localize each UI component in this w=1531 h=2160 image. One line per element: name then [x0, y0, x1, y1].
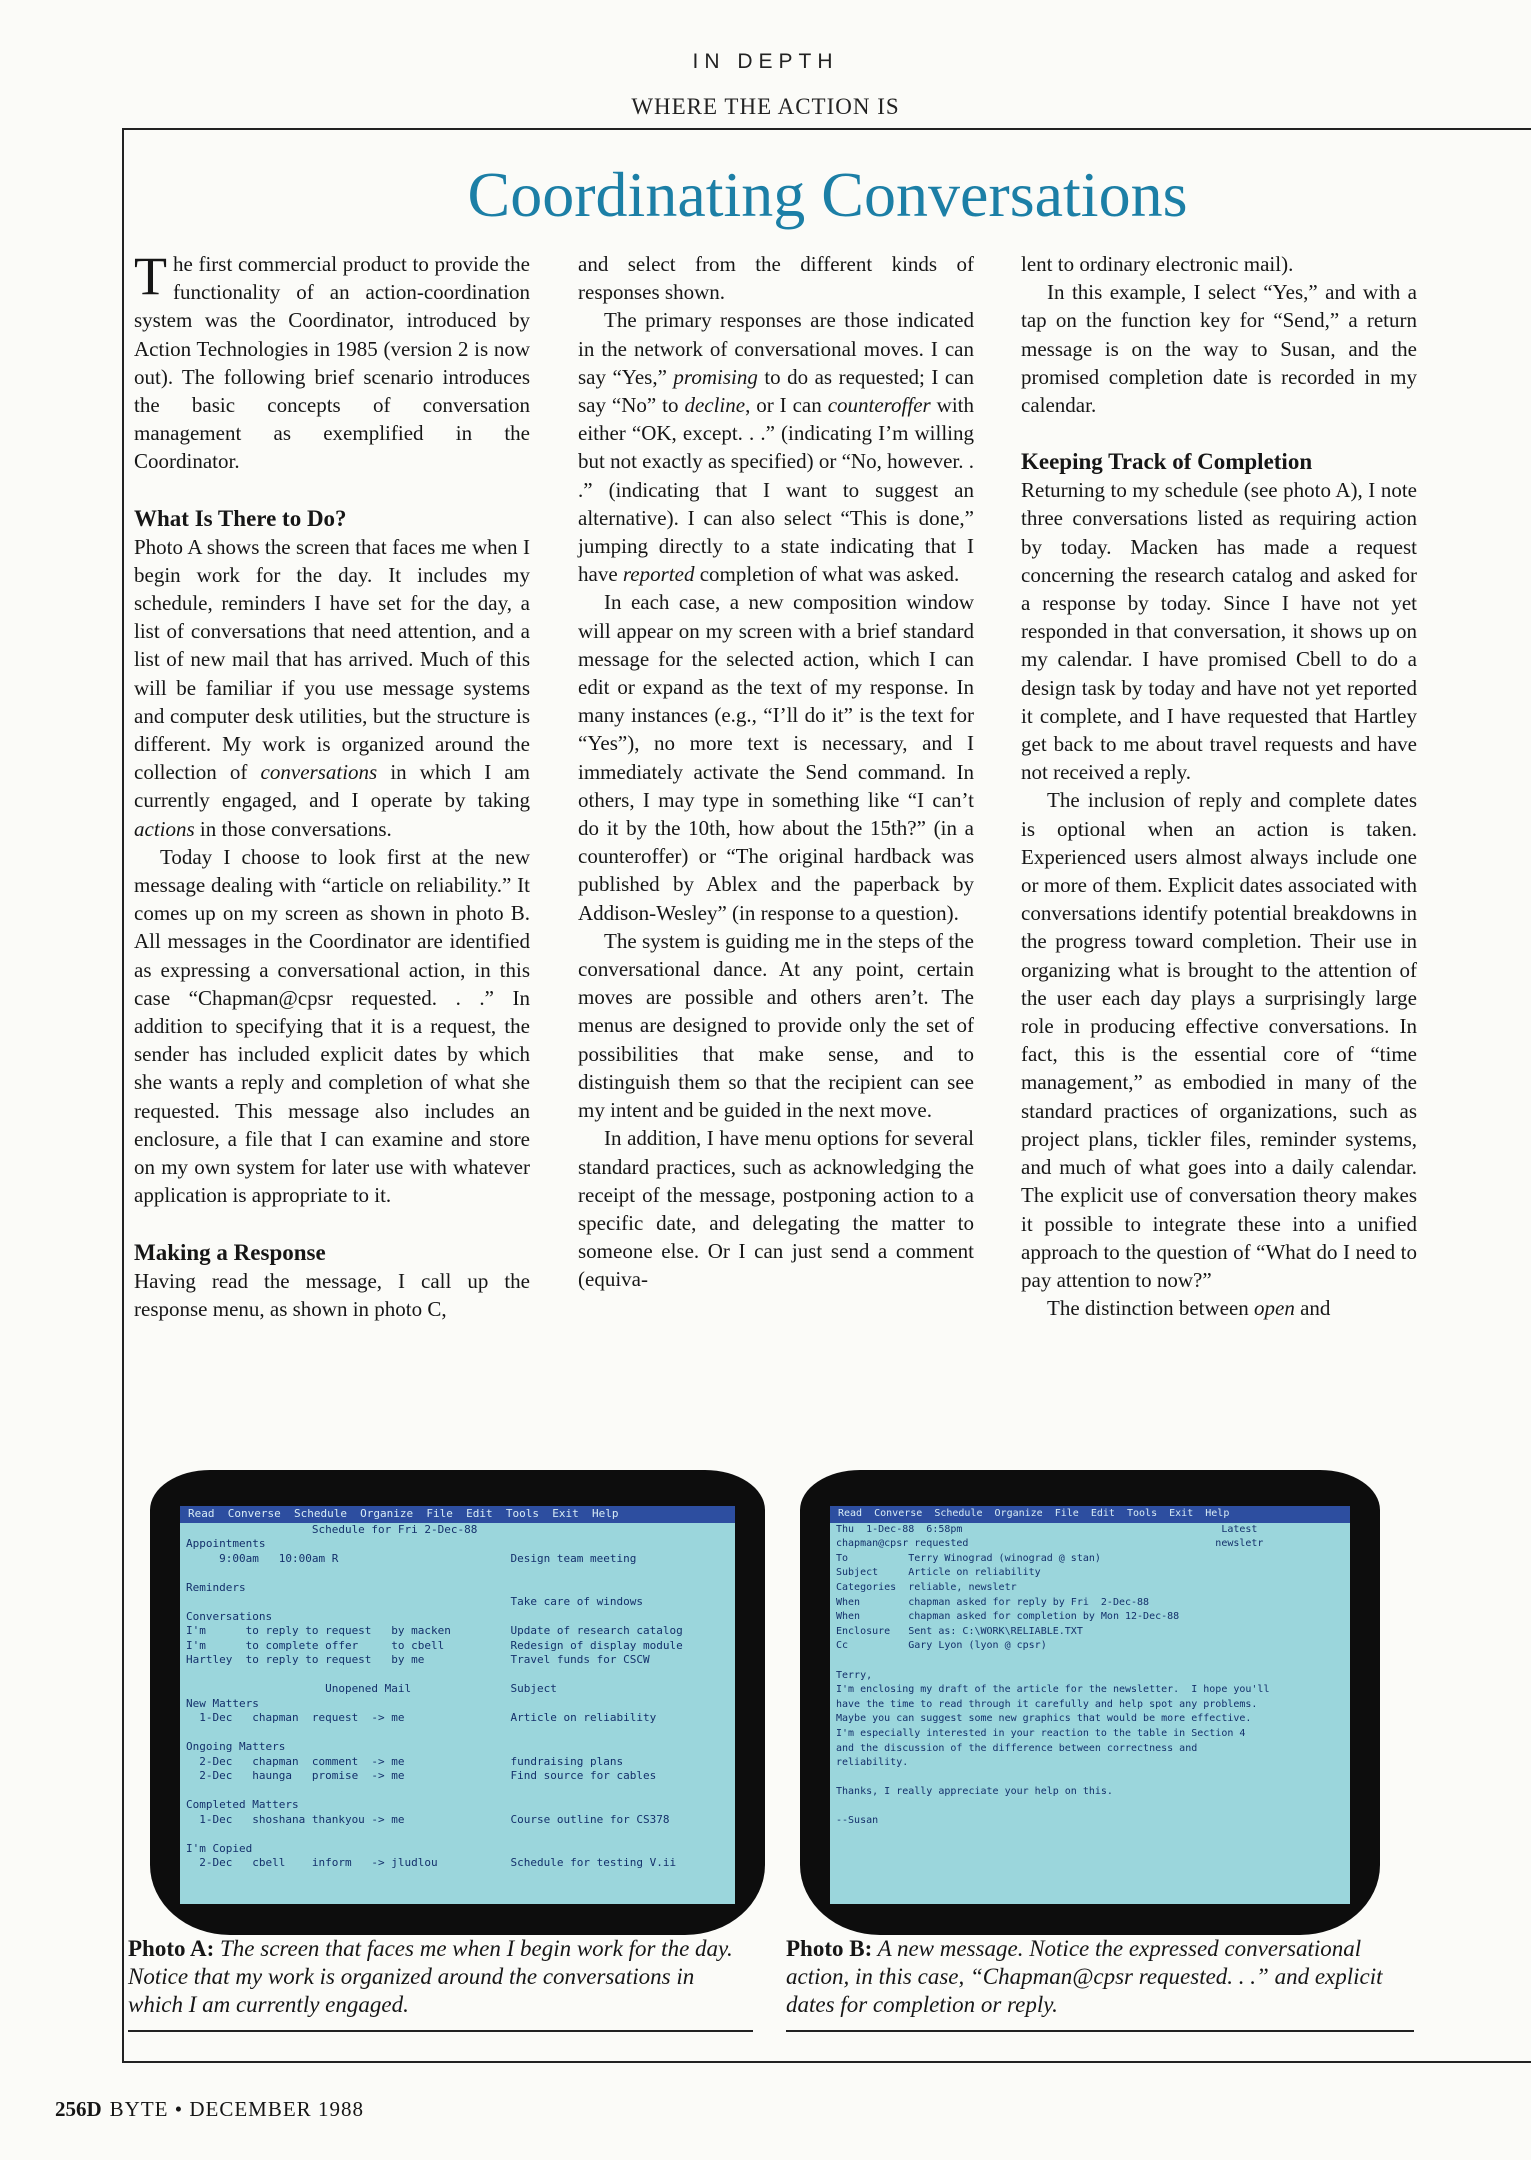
section-kicker: IN DEPTH: [692, 50, 839, 73]
paragraph: The first commercial product to provide the functionality of an action-coordination system was the Coordinator, introduced by Action Technologies in 1985 (version 2 is now out). The following brief scenario introduces the basic concepts of conversation management as exemplified in the Coordinator.: [134, 246, 530, 474]
caption-rule: [128, 2030, 753, 2032]
column-2: [578, 250, 974, 1294]
photo-b: [800, 1470, 1380, 1935]
top-rule: [122, 128, 1531, 130]
column-3: [1021, 250, 1417, 1322]
page-footer: [55, 2097, 364, 2122]
subheading: What Is There to Do?: [134, 505, 347, 531]
app-menubar: Read Converse Schedule Organize File Edit Tools Exit Help: [830, 1506, 1350, 1523]
photo-b-caption: Photo B: A new message. Notice the expressed conversational action, in this case, “Chapman@cpsr requested. . .” and explicit dates for completion or reply.: [786, 1936, 1383, 2017]
paragraph: and select from the different kinds of responses shown.: [578, 252, 974, 305]
drop-cap: T: [134, 246, 167, 306]
screen-text: Schedule for Fri 2-Dec-88 Appointments 9:00am 10:00am R Design team meeting Reminders Take care of windows Conversations I'm to reply to request by macken Update of research catalog I'm to complete offer to cbell Redesign of display module Hartley to reply to request by me Travel funds for CSCW Unopened Mail Subject New Matters 1-Dec chapman request -> me Article on reliability Ongoing Matters 2-Dec chapman comment -> me fundraising plans 2-Dec haunga promise -> me Find source for cables Completed Matters 1-Dec shoshana thankyou -> me Course outline for CS378 I'm Copied 2-Dec cbell inform -> jludlou Schedule for testing V.ii: [186, 1522, 683, 1869]
paragraph: The primary responses are those indicated in the network of conversational moves. I can say “Yes,” promising to do as requested; I can say “No” to decline, or I can counteroffer with either “OK, except. . .” (indicating I’m willing but not exactly as specified) or “No, however. . .” (indicating that I want to suggest an alternative). I can also select “This is done,” jumping directly to a state indicating that I have reported completion of what was asked.: [578, 308, 974, 587]
subheading: Keeping Track of Completion: [1021, 449, 1313, 475]
subheading: Making a Response: [134, 1239, 326, 1265]
photo-a: [150, 1470, 765, 1935]
paragraph: In each case, a new composition window will appear on my screen with a brief standard message for the selected action, which I can edit or expand as the text of my response. In many instances (e.g., “I’ll do it” is the text for “Yes”), no more text is necessary, and I immediately activate the Send command. In others, I may type in something like “I can’t do it by the 10th, how about the 15th?” (in a counteroffer) or “The original hardback was published by Ablex and the paperback by Addison-Wesley” (in response to a question).: [578, 590, 974, 925]
paragraph: The distinction between open and: [1047, 1296, 1331, 1321]
monitor-screen: [830, 1506, 1350, 1904]
paragraph: Having read the message, I call up the response menu, as shown in photo C,: [134, 1268, 530, 1321]
paragraph: The system is guiding me in the steps of the conversational dance. At any point, certain moves are possible and others aren’t. The menus are designed to provide only the set of possibilities that make sense, and to distinguish them so that the recipient can see my intent and be guided in the next move.: [578, 928, 974, 1123]
paragraph: In addition, I have menu options for several standard practices, such as acknowledging the receipt of the message, postponing action to a specific date, and delegating the matter to someone else. Or I can just send a comment (equiva-: [578, 1126, 974, 1292]
section-title: WHERE THE ACTION IS: [631, 94, 900, 119]
paragraph: lent to ordinary electronic mail).: [1021, 252, 1294, 276]
bottom-rule: [122, 2061, 1531, 2063]
paragraph: Photo A shows the screen that faces me when I begin work for the day. It includes my schedule, reminders I have set for the day, a list of conversations that need attention, and a list of new mail that has arrived. Much of this will be familiar if you use message systems and computer desk utilities, but the structure is different. My work is organized around the collection of conversations in which I am currently engaged, and I operate by taking actions in those conversations.: [134, 534, 530, 841]
publication-info: BYTE • DECEMBER 1988: [109, 2097, 364, 2121]
photo-a-caption: Photo A: The screen that faces me when I begin work for the day. Notice that my work is organized around the conversations in which I am currently engaged.: [128, 1936, 733, 2017]
page-number: 256D: [55, 2097, 102, 2121]
monitor-screen: [180, 1506, 735, 1904]
column-1: [134, 246, 530, 1323]
paragraph: In this example, I select “Yes,” and with a tap on the function key for “Send,” a return message is on the way to Susan, and the promised completion date is recorded in my calendar.: [1021, 280, 1417, 418]
caption-rule: [786, 2030, 1414, 2032]
paragraph: The inclusion of reply and complete dates is optional when an action is taken. Experienced users almost always include one or more of them. Explicit dates associated with conversations identify potential breakdowns in the progress toward completion. Their use in organizing what is brought to the attention of the user each day plays a surprisingly large role in producing effective conversations. In fact, this is the essential core of “time management,” as embodied in many of the standard practices of organizations, such as project plans, tickler files, reminder systems, and much of what goes into a daily calendar. The explicit use of conversation theory makes it possible to integrate these into a unified approach to the question of “What do I need to pay attention to now?”: [1021, 788, 1417, 1292]
paragraph: Today I choose to look first at the new message dealing with “article on reliability.” It comes up on my screen as shown in photo B. All messages in the Coordinator are identified as expressing a conversational action, in this case “Chapman@cpsr requested. . .” In addition to specifying that it is a request, the sender has included explicit dates by which she wants a reply and completion of what she requested. This message also includes an enclosure, a file that I can examine and store on my own system for later use with whatever application is appropriate to it.: [134, 844, 530, 1208]
screen-text: Thu 1-Dec-88 6:58pm Latest chapman@cpsr requested newsletr To Terry Winograd (winograd @ stan) Subject Article on reliability Categories reliable, newsletr When chapman asked for reply by Fri 2-Dec-88 When chapman asked for completion by Mon 12-Dec-88 Enclosure Sent as: C:\WORK\RELIABLE.TXT Cc Gary Lyon (lyon @ cpsr) Terry, I'm enclosing my draft of the article for the newsletter. I hope you'll have the time to read through it carefully and help spot any problems. Maybe you can suggest some new graphics that would be more effective. I'm especially interested in your reaction to the table in Section 4 and the discussion of the difference between correctness and reliability. Thanks, I really appreciate your help on this. --Susan: [836, 1523, 1270, 1827]
article-title: Coordinating Conversations: [467, 159, 1188, 230]
paragraph: Returning to my schedule (see photo A), I note three conversations listed as requiring action by today. Macken has made a request concerning the research catalog and asked for a response by today. Since I have not yet responded in that conversation, it shows up on my calendar. I have promised Cbell to do a design task by today and have not yet reported it complete, and I have requested that Hartley get back to me about travel requests and have not received a reply.: [1021, 478, 1417, 785]
left-rule: [122, 128, 124, 2063]
app-menubar: Read Converse Schedule Organize File Edit Tools Exit Help: [180, 1506, 735, 1523]
